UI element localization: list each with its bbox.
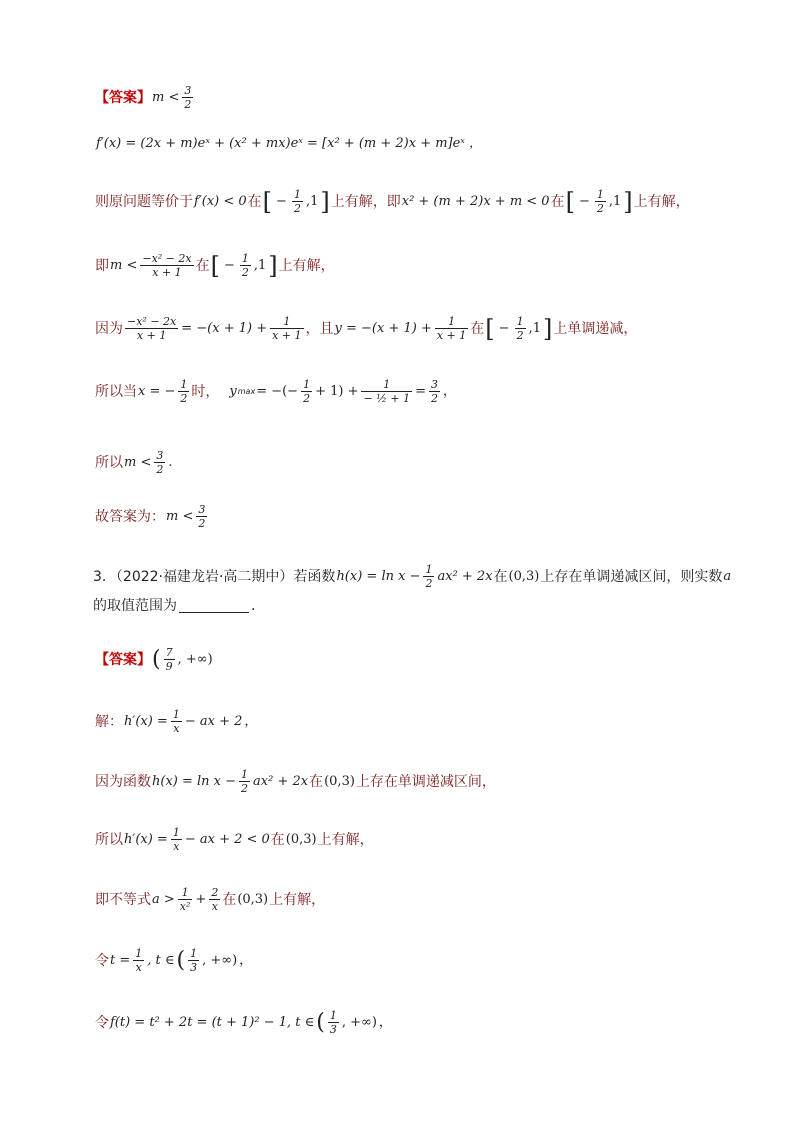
fraction: $\frac{\text{−x² − 2x}}{x + 1}$ <box>127 315 177 342</box>
fraction: $\frac{7}{9}$ <box>165 646 173 673</box>
expr: ， <box>442 384 456 399</box>
expr: h(x) = ln x − <box>336 569 421 584</box>
expr: f(t) = t² + 2t = (t + 1)² − 1, t ∈ <box>110 1015 315 1030</box>
expr: t = <box>110 953 131 968</box>
text: 故答案为： <box>95 508 165 525</box>
expr: ， <box>239 953 253 968</box>
paren: ( <box>152 646 161 672</box>
expr: (0,3) <box>324 774 355 789</box>
text: 在 <box>309 773 324 790</box>
fraction: $\frac{1}{2}$ <box>425 563 433 590</box>
solution-line-3 <box>95 826 374 853</box>
text: 所以当 <box>95 383 137 400</box>
fraction: $\frac{1}{2}$ <box>241 768 249 795</box>
fraction: $\frac{1}{x}$ <box>172 708 180 735</box>
expr: (0,3) <box>508 569 540 584</box>
inequality-line: 即 m < $\frac{\text{−x² − 2x}}{x + 1}$ 在 [ − $\frac{1}{2}$ ,1 ] 上有解， <box>95 251 335 280</box>
text: 所以 <box>95 831 123 848</box>
question-text: 上存在单调递减区间，则实数 <box>540 568 723 585</box>
fraction: $\frac{1}{x + 1}$ <box>272 315 302 342</box>
fraction: $\frac{1}{x + 1}$ <box>436 315 467 342</box>
text: 即不等式 <box>95 891 151 908</box>
paren: ( <box>316 1009 325 1035</box>
expr: a <box>723 569 732 584</box>
text: 则原问题等价于 <box>95 193 193 210</box>
text: 时， <box>191 383 220 400</box>
fraction: $\frac{1}{x}$ <box>172 826 180 853</box>
fraction: $\frac{1}{2}$ <box>241 252 249 279</box>
fraction: $\frac{1}{x}$ <box>135 947 143 974</box>
question-text: 在 <box>493 568 508 585</box>
solution-line-4 <box>95 886 325 913</box>
text: 上有解， <box>317 831 374 848</box>
fraction: $\frac{3}{2}$ <box>198 503 206 530</box>
text: 上有解， <box>269 891 326 908</box>
text: ，且 <box>305 320 334 337</box>
expr: − ax + 2 < 0 <box>184 832 270 847</box>
expr: , +∞) <box>202 953 238 968</box>
expr: h′(x) = <box>124 714 168 729</box>
answer-blank <box>179 600 249 613</box>
expr: ， <box>244 714 258 729</box>
fraction: $\frac{1}{\text{x²}}$ <box>179 886 191 913</box>
text: 上存在单调递减区间， <box>355 773 496 790</box>
fraction: $\frac{1}{3}$ <box>190 947 198 974</box>
answer-line-1 <box>95 84 195 111</box>
derivative-line <box>95 137 483 150</box>
text: 上有解，即 <box>330 193 401 210</box>
expr: m < <box>152 90 180 105</box>
text: 在 <box>270 831 285 848</box>
text: 因为函数 <box>95 773 151 790</box>
question-text: . <box>251 598 256 614</box>
expr: . <box>168 455 173 470</box>
final-answer-line <box>95 503 209 530</box>
expr: , +∞) <box>177 652 213 667</box>
fraction: $\frac{1}{2}$ <box>180 378 188 405</box>
expr: m < <box>124 455 152 470</box>
text: 令 <box>95 952 109 969</box>
text: 即 <box>95 257 109 274</box>
question-3-line-2 <box>93 599 255 613</box>
text: 在 <box>222 891 237 908</box>
fraction: $\frac{3}{2}$ <box>156 449 164 476</box>
answer-tag: 【答案】 <box>95 651 151 668</box>
expr: , +∞) <box>341 1015 377 1030</box>
expr: f′(x) = (2x + m)eˣ + (x² + mx)eˣ = [x² + (m + 2)x + m]eˣ ， <box>96 136 483 151</box>
answer-tag: 【答案】 <box>95 89 151 106</box>
monotonic-line: 因为 $\frac{\text{−x² − 2x}}{x + 1}$ = −(x + 1) + $\frac{1}{x + 1}$ ，且 y = −(x + 1) + $\frac{1}{x + 1}$ 在 [ − $\frac{1}{2}$ ,1 ] 上单调递减， <box>95 314 638 343</box>
text: 上单调递减， <box>553 320 638 337</box>
text: 在 <box>470 320 485 337</box>
text: 令 <box>95 1014 109 1031</box>
expr: y <box>229 384 237 399</box>
expr: (0,3) <box>237 892 269 907</box>
expr: (0,3) <box>285 832 317 847</box>
expr: ax² + 2x <box>437 569 493 584</box>
expr: = −(− <box>256 384 299 399</box>
expr: x² + (m + 2)x + m < 0 <box>401 194 550 209</box>
paren: ( <box>176 947 186 973</box>
question-text: 3．（2022·福建龙岩·高二期中）若函数 <box>93 568 336 585</box>
expr: ,1 <box>608 194 622 209</box>
solution-line-2 <box>95 768 496 795</box>
expr: + <box>195 892 207 907</box>
question-3-line-1 <box>93 563 732 590</box>
fraction: $\frac{1}{2}$ <box>303 378 311 405</box>
fraction: $\frac{1}{3}$ <box>329 1009 337 1036</box>
expr: h(x) = ln x − <box>152 774 237 789</box>
text: 解： <box>95 713 123 730</box>
max-value-line <box>95 378 457 405</box>
expr: y = −(x + 1) + <box>334 321 432 336</box>
solution-line-1 <box>95 708 258 735</box>
expr: ,1 <box>528 321 541 336</box>
equivalence-line: 则原问题等价于 f′(x) < 0 在 [ − $\frac{1}{2}$ ,1 ] 上有解，即 x² + (m + 2)x + m < 0 在 [ − $\frac{1}{2}$ ,1 ] 上有解， <box>95 187 690 216</box>
expr: , t ∈ <box>147 953 175 968</box>
answer-line-3 <box>95 646 214 673</box>
fraction: $\frac{1}{2}$ <box>596 188 604 215</box>
expr: f′(x) < 0 <box>194 194 247 209</box>
text: 上有解， <box>633 193 690 210</box>
expr: a > <box>152 892 175 907</box>
text: 在 <box>195 257 210 274</box>
fraction: $\frac{1}{\text{− ½ + 1}}$ <box>363 378 411 405</box>
fraction: $\frac{3}{2}$ <box>184 84 192 111</box>
expr: ,1 <box>253 258 267 273</box>
solution-line-6 <box>95 1009 393 1036</box>
expr: h′(x) = <box>124 832 168 847</box>
conclusion-line <box>95 449 174 476</box>
text: 在 <box>247 193 262 210</box>
text: 因为 <box>95 320 123 337</box>
question-text: 的取值范围为 <box>93 598 177 614</box>
expr: ,1 <box>305 194 319 209</box>
expr: = <box>415 384 426 399</box>
expr: m < <box>166 509 194 524</box>
text: 上有解， <box>278 257 335 274</box>
fraction: $\frac{3}{2}$ <box>430 378 438 405</box>
fraction: $\frac{1}{2}$ <box>293 188 301 215</box>
expr: ax² + 2x <box>253 774 309 789</box>
expr: x = − <box>138 384 176 399</box>
expr: m < <box>110 258 138 273</box>
fraction: $\frac{1}{2}$ <box>516 315 524 342</box>
expr: − ax + 2 <box>184 714 243 729</box>
fraction: $\frac{2}{x}$ <box>211 886 219 913</box>
solution-line-5 <box>95 947 253 974</box>
text: 所以 <box>95 454 123 471</box>
fraction: $\frac{\text{−x² − 2x}}{x + 1}$ <box>142 252 192 279</box>
expr: = −(x + 1) + <box>181 321 268 336</box>
subscript: max <box>237 386 256 396</box>
expr: + 1) + <box>315 384 359 399</box>
text: 在 <box>550 193 565 210</box>
expr: ， <box>378 1015 392 1030</box>
